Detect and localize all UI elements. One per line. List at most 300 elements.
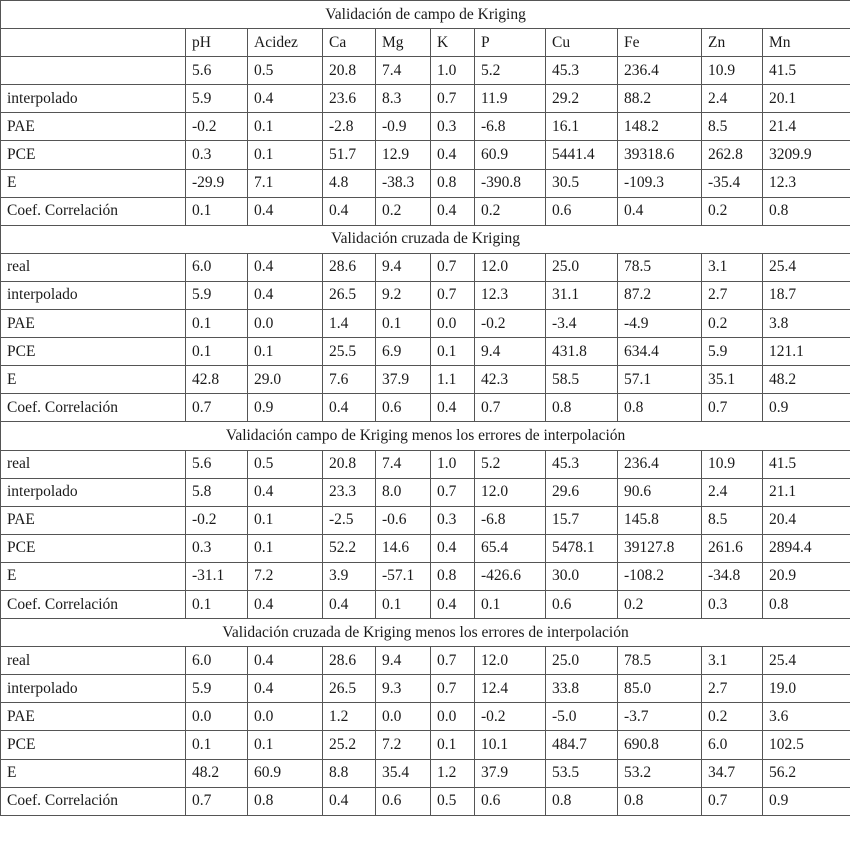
table-row: [1, 310, 850, 338]
row-label: real: [1, 450, 186, 478]
table-cell: 20.9: [763, 562, 850, 590]
table-cell: 5.9: [702, 338, 763, 366]
table-cell: 78.5: [618, 647, 702, 675]
table-row: [1, 57, 850, 85]
table-cell: 0.6: [376, 394, 431, 422]
row-label: PCE: [1, 338, 186, 366]
table-cell: 85.0: [618, 675, 702, 703]
table-cell: 2.7: [702, 281, 763, 309]
table-cell: 53.2: [618, 759, 702, 787]
table-cell: 12.4: [475, 675, 546, 703]
table-cell: 1.0: [431, 57, 475, 85]
row-label: PCE: [1, 141, 186, 169]
table-cell: 25.0: [546, 647, 618, 675]
table-cell: 19.0: [763, 675, 850, 703]
table-cell: 1.1: [431, 366, 475, 394]
table-cell: 42.3: [475, 366, 546, 394]
row-label: interpolado: [1, 85, 186, 113]
table-row: [1, 141, 850, 169]
table-cell: 41.5: [763, 450, 850, 478]
table-cell: -390.8: [475, 169, 546, 197]
table-cell: 0.2: [702, 703, 763, 731]
table-cell: 690.8: [618, 731, 702, 759]
table-cell: 8.8: [323, 759, 376, 787]
table-cell: 6.9: [376, 338, 431, 366]
table-cell: 634.4: [618, 338, 702, 366]
table-cell: 25.0: [546, 253, 618, 281]
table-cell: 0.1: [475, 590, 546, 618]
table-cell: 0.4: [248, 281, 323, 309]
table-cell: 20.8: [323, 57, 376, 85]
table-row: [1, 759, 850, 787]
table-cell: 25.4: [763, 253, 850, 281]
table-row: [1, 787, 850, 815]
table-cell: 9.4: [376, 647, 431, 675]
table-cell: 0.7: [431, 675, 475, 703]
table-cell: 10.9: [702, 450, 763, 478]
table-cell: 51.7: [323, 141, 376, 169]
table-cell: 0.2: [702, 197, 763, 225]
table-cell: 10.1: [475, 731, 546, 759]
table-cell: 0.4: [323, 590, 376, 618]
table-cell: 0.6: [546, 590, 618, 618]
column-header: P: [475, 29, 546, 57]
table-cell: 3.1: [702, 647, 763, 675]
table-cell: 8.0: [376, 478, 431, 506]
table-cell: 25.4: [763, 647, 850, 675]
table-cell: 1.2: [323, 703, 376, 731]
table-cell: 8.3: [376, 85, 431, 113]
table-cell: 39127.8: [618, 534, 702, 562]
table-row: [1, 450, 850, 478]
table-cell: 0.7: [431, 85, 475, 113]
table-cell: 0.2: [702, 310, 763, 338]
row-label: E: [1, 169, 186, 197]
column-header: pH: [186, 29, 248, 57]
table-cell: 0.3: [186, 534, 248, 562]
table-cell: -5.0: [546, 703, 618, 731]
table-cell: 29.6: [546, 478, 618, 506]
table-cell: 0.3: [702, 590, 763, 618]
table-cell: 25.5: [323, 338, 376, 366]
column-header: Zn: [702, 29, 763, 57]
table-cell: 1.4: [323, 310, 376, 338]
table-cell: 145.8: [618, 506, 702, 534]
table-cell: 5.9: [186, 85, 248, 113]
table-row: [1, 197, 850, 225]
table-cell: -3.4: [546, 310, 618, 338]
table-cell: 0.8: [546, 394, 618, 422]
table-cell: -3.7: [618, 703, 702, 731]
table-cell: 23.6: [323, 85, 376, 113]
table-cell: 0.9: [763, 787, 850, 815]
table-cell: 26.5: [323, 281, 376, 309]
row-label: Coef. Correlación: [1, 394, 186, 422]
table-cell: 18.7: [763, 281, 850, 309]
table-cell: 7.2: [376, 731, 431, 759]
column-header: Mn: [763, 29, 850, 57]
table-cell: -0.6: [376, 506, 431, 534]
table-cell: 12.0: [475, 647, 546, 675]
table-cell: 35.1: [702, 366, 763, 394]
table-cell: 0.3: [186, 141, 248, 169]
table-cell: 0.1: [248, 506, 323, 534]
table-cell: 0.7: [431, 647, 475, 675]
table-cell: -35.4: [702, 169, 763, 197]
table-cell: 2.4: [702, 478, 763, 506]
column-header: Fe: [618, 29, 702, 57]
table-cell: 0.1: [186, 197, 248, 225]
table-cell: 0.0: [248, 703, 323, 731]
table-cell: 0.4: [248, 675, 323, 703]
section-title: Validación de campo de Kriging: [1, 1, 850, 29]
table-cell: 9.3: [376, 675, 431, 703]
table-cell: 2894.4: [763, 534, 850, 562]
table-row: [1, 703, 850, 731]
table-cell: 7.2: [248, 562, 323, 590]
table-cell: 0.8: [618, 787, 702, 815]
table-cell: 9.2: [376, 281, 431, 309]
table-cell: 0.1: [186, 310, 248, 338]
section-title: Validación campo de Kriging menos los errores de interpolación: [1, 422, 850, 450]
table-cell: 2.7: [702, 675, 763, 703]
table-cell: 0.4: [431, 394, 475, 422]
table-cell: 0.0: [431, 703, 475, 731]
table-cell: 5441.4: [546, 141, 618, 169]
table-cell: 6.0: [702, 731, 763, 759]
table-cell: 6.0: [186, 647, 248, 675]
table-row: [1, 506, 850, 534]
table-cell: 236.4: [618, 57, 702, 85]
table-cell: 0.8: [546, 787, 618, 815]
table-cell: 484.7: [546, 731, 618, 759]
table-cell: 57.1: [618, 366, 702, 394]
column-header: [1, 29, 186, 57]
section-title: Validación cruzada de Kriging menos los errores de interpolación: [1, 619, 850, 647]
table-cell: 8.5: [702, 113, 763, 141]
row-label: real: [1, 647, 186, 675]
table-cell: 12.9: [376, 141, 431, 169]
table-cell: 87.2: [618, 281, 702, 309]
row-label: PCE: [1, 731, 186, 759]
table-cell: 0.6: [376, 787, 431, 815]
section-title: Validación cruzada de Kriging: [1, 225, 850, 253]
table-cell: 7.1: [248, 169, 323, 197]
table-cell: 5.8: [186, 478, 248, 506]
table-cell: -4.9: [618, 310, 702, 338]
table-cell: 5.2: [475, 57, 546, 85]
table-cell: 20.4: [763, 506, 850, 534]
table-row: [1, 85, 850, 113]
table-cell: -0.2: [186, 506, 248, 534]
table-cell: 0.7: [186, 394, 248, 422]
table-cell: -0.9: [376, 113, 431, 141]
section-title-row: [1, 1, 850, 29]
table-cell: 0.1: [186, 338, 248, 366]
table-row: [1, 394, 850, 422]
table-cell: 21.1: [763, 478, 850, 506]
table-cell: 0.7: [186, 787, 248, 815]
row-label: PAE: [1, 703, 186, 731]
table-cell: 35.4: [376, 759, 431, 787]
table-cell: 30.0: [546, 562, 618, 590]
row-label: [1, 57, 186, 85]
table-cell: 41.5: [763, 57, 850, 85]
table-cell: 12.0: [475, 478, 546, 506]
table-cell: 39318.6: [618, 141, 702, 169]
row-label: PAE: [1, 310, 186, 338]
table-cell: 23.3: [323, 478, 376, 506]
table-cell: 9.4: [376, 253, 431, 281]
table-cell: 0.7: [431, 253, 475, 281]
table-cell: 0.1: [431, 731, 475, 759]
table-cell: 0.9: [248, 394, 323, 422]
table-cell: 60.9: [248, 759, 323, 787]
table-row: [1, 478, 850, 506]
table-cell: 6.0: [186, 253, 248, 281]
table-cell: 0.8: [763, 590, 850, 618]
table-row: [1, 534, 850, 562]
table-cell: 7.6: [323, 366, 376, 394]
table-cell: 0.4: [323, 197, 376, 225]
row-label: interpolado: [1, 675, 186, 703]
table-cell: 0.5: [431, 787, 475, 815]
table-cell: 29.0: [248, 366, 323, 394]
table-cell: 0.4: [248, 197, 323, 225]
table-cell: 20.1: [763, 85, 850, 113]
table-cell: 121.1: [763, 338, 850, 366]
table-row: [1, 590, 850, 618]
section-title-row: [1, 619, 850, 647]
table-cell: 90.6: [618, 478, 702, 506]
table-cell: -6.8: [475, 506, 546, 534]
table-cell: 42.8: [186, 366, 248, 394]
table-cell: 37.9: [376, 366, 431, 394]
column-header-row: [1, 29, 850, 57]
table-cell: 78.5: [618, 253, 702, 281]
table-cell: 262.8: [702, 141, 763, 169]
table-cell: 0.7: [475, 394, 546, 422]
table-cell: 26.5: [323, 675, 376, 703]
row-label: Coef. Correlación: [1, 787, 186, 815]
row-label: E: [1, 562, 186, 590]
table-cell: 236.4: [618, 450, 702, 478]
table-cell: 20.8: [323, 450, 376, 478]
table-cell: 33.8: [546, 675, 618, 703]
table-cell: 45.3: [546, 57, 618, 85]
table-cell: 5.6: [186, 450, 248, 478]
table-cell: 16.1: [546, 113, 618, 141]
table-cell: 0.7: [431, 478, 475, 506]
table-cell: 3.8: [763, 310, 850, 338]
table-cell: 58.5: [546, 366, 618, 394]
table-cell: 0.8: [431, 169, 475, 197]
column-header: Cu: [546, 29, 618, 57]
table-cell: 11.9: [475, 85, 546, 113]
table-cell: 0.0: [186, 703, 248, 731]
table-cell: 261.6: [702, 534, 763, 562]
table-cell: 0.7: [431, 281, 475, 309]
table-cell: 65.4: [475, 534, 546, 562]
table-cell: 0.5: [248, 57, 323, 85]
row-label: real: [1, 253, 186, 281]
column-header: Acidez: [248, 29, 323, 57]
column-header: Mg: [376, 29, 431, 57]
table-cell: 0.8: [618, 394, 702, 422]
table-cell: 0.7: [702, 394, 763, 422]
table-cell: 5.9: [186, 281, 248, 309]
table-cell: 0.6: [475, 787, 546, 815]
table-cell: 5478.1: [546, 534, 618, 562]
table-cell: 37.9: [475, 759, 546, 787]
table-cell: 3.9: [323, 562, 376, 590]
table-cell: -2.5: [323, 506, 376, 534]
table-cell: 0.5: [248, 450, 323, 478]
table-cell: 7.4: [376, 450, 431, 478]
column-header: K: [431, 29, 475, 57]
table-cell: -34.8: [702, 562, 763, 590]
table-cell: 9.4: [475, 338, 546, 366]
row-label: interpolado: [1, 281, 186, 309]
table-cell: 0.1: [376, 590, 431, 618]
table-cell: 28.6: [323, 647, 376, 675]
table-cell: 0.4: [248, 85, 323, 113]
table-row: [1, 113, 850, 141]
table-cell: 5.6: [186, 57, 248, 85]
table-cell: 21.4: [763, 113, 850, 141]
table-cell: -109.3: [618, 169, 702, 197]
table-cell: 0.4: [323, 394, 376, 422]
row-label: E: [1, 759, 186, 787]
table-cell: 0.4: [431, 534, 475, 562]
table-cell: 31.1: [546, 281, 618, 309]
table-cell: 8.5: [702, 506, 763, 534]
row-label: PCE: [1, 534, 186, 562]
table-cell: 102.5: [763, 731, 850, 759]
section-title-row: [1, 422, 850, 450]
table-cell: 0.1: [248, 338, 323, 366]
table-cell: 88.2: [618, 85, 702, 113]
table-cell: 0.8: [763, 197, 850, 225]
table-cell: -426.6: [475, 562, 546, 590]
table-row: [1, 366, 850, 394]
row-label: Coef. Correlación: [1, 197, 186, 225]
table-cell: 0.8: [248, 787, 323, 815]
table-cell: 28.6: [323, 253, 376, 281]
row-label: PAE: [1, 113, 186, 141]
table-cell: 0.2: [376, 197, 431, 225]
table-cell: 5.2: [475, 450, 546, 478]
table-row: [1, 281, 850, 309]
table-cell: 0.1: [248, 534, 323, 562]
table-cell: 0.4: [431, 197, 475, 225]
table-cell: 0.2: [475, 197, 546, 225]
table-cell: 0.9: [763, 394, 850, 422]
table-cell: 10.9: [702, 57, 763, 85]
table-cell: 53.5: [546, 759, 618, 787]
table-cell: 4.8: [323, 169, 376, 197]
table-cell: 5.9: [186, 675, 248, 703]
table-cell: -6.8: [475, 113, 546, 141]
table-cell: 25.2: [323, 731, 376, 759]
table-cell: 2.4: [702, 85, 763, 113]
table-cell: -108.2: [618, 562, 702, 590]
table-cell: 0.1: [248, 731, 323, 759]
table-cell: 0.0: [431, 310, 475, 338]
table-cell: 0.4: [248, 647, 323, 675]
table-cell: 0.3: [431, 506, 475, 534]
row-label: interpolado: [1, 478, 186, 506]
table-cell: 0.8: [431, 562, 475, 590]
table-cell: 0.6: [546, 197, 618, 225]
table-cell: 431.8: [546, 338, 618, 366]
table-cell: 0.0: [248, 310, 323, 338]
table-cell: 3.1: [702, 253, 763, 281]
table-cell: 0.2: [618, 590, 702, 618]
table-row: [1, 731, 850, 759]
table-cell: 0.4: [323, 787, 376, 815]
table-cell: 0.1: [376, 310, 431, 338]
table-cell: 0.4: [248, 590, 323, 618]
table-cell: 0.1: [431, 338, 475, 366]
table-row: [1, 675, 850, 703]
section-title-row: [1, 225, 850, 253]
table-cell: 0.7: [702, 787, 763, 815]
table-cell: 29.2: [546, 85, 618, 113]
table-cell: 12.0: [475, 253, 546, 281]
row-label: E: [1, 366, 186, 394]
table-cell: 148.2: [618, 113, 702, 141]
table-cell: 30.5: [546, 169, 618, 197]
table-cell: -57.1: [376, 562, 431, 590]
table-cell: 0.0: [376, 703, 431, 731]
table-cell: 34.7: [702, 759, 763, 787]
table-cell: 3.6: [763, 703, 850, 731]
table-cell: 12.3: [475, 281, 546, 309]
table-cell: 1.2: [431, 759, 475, 787]
table-row: [1, 647, 850, 675]
table-row: [1, 562, 850, 590]
table-cell: 52.2: [323, 534, 376, 562]
table-cell: 0.4: [618, 197, 702, 225]
table-cell: 60.9: [475, 141, 546, 169]
table-row: [1, 253, 850, 281]
table-cell: 48.2: [186, 759, 248, 787]
table-cell: 7.4: [376, 57, 431, 85]
table-row: [1, 338, 850, 366]
table-cell: -0.2: [475, 310, 546, 338]
table-cell: 14.6: [376, 534, 431, 562]
table-cell: -29.9: [186, 169, 248, 197]
table-cell: -31.1: [186, 562, 248, 590]
table-cell: -0.2: [186, 113, 248, 141]
table-cell: 0.4: [248, 253, 323, 281]
table-cell: 0.3: [431, 113, 475, 141]
table-cell: 12.3: [763, 169, 850, 197]
table-cell: -38.3: [376, 169, 431, 197]
row-label: Coef. Correlación: [1, 590, 186, 618]
table-cell: 15.7: [546, 506, 618, 534]
column-header: Ca: [323, 29, 376, 57]
table-cell: 1.0: [431, 450, 475, 478]
table-cell: -0.2: [475, 703, 546, 731]
table-cell: 56.2: [763, 759, 850, 787]
table-cell: 0.1: [186, 590, 248, 618]
table-row: [1, 169, 850, 197]
table-cell: 48.2: [763, 366, 850, 394]
table-cell: 0.4: [431, 590, 475, 618]
row-label: PAE: [1, 506, 186, 534]
